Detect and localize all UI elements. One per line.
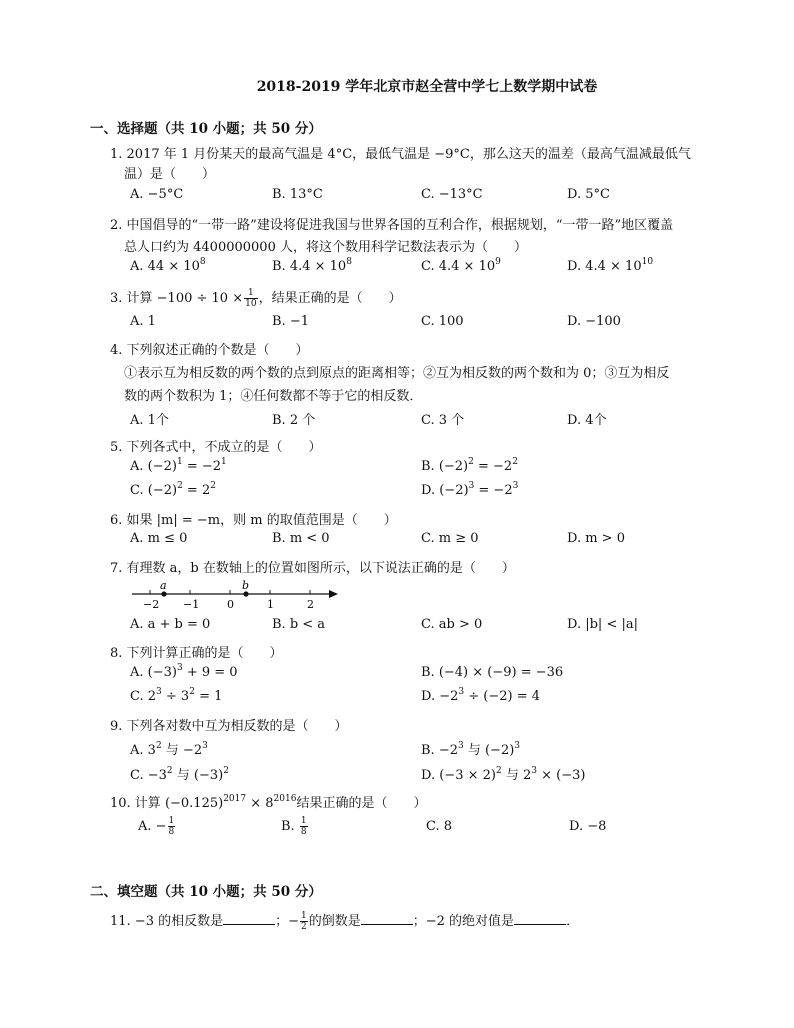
fraction-one-tenth: $\frac{1}{10}$ — [245, 288, 257, 309]
label-b: b — [242, 580, 250, 592]
fraction-one-half: $\frac{1}{2}$ — [301, 911, 307, 932]
q2-option-a: A. $44 \times 10^8$ — [130, 257, 206, 274]
q8-option-d: D. $-2^3 \div (-2) = 4$ — [421, 687, 541, 704]
question-6: 6. 如果 |m| = −m，则 m 的取值范围是（ ） — [110, 513, 397, 528]
q2-option-c: C. $4.4 \times 10^9$ — [421, 257, 501, 274]
q9-option-c: C. $-3^2$ 与 $(-3)^2$ — [130, 766, 229, 783]
question-4-line1: 4. 下列叙述正确的个数是（ ） — [110, 343, 309, 358]
q1-option-a: A. −5°C — [130, 187, 184, 202]
q8-option-c: C. $2^3 \div 3^2 = 1$ — [130, 687, 223, 704]
label-a: a — [160, 580, 167, 592]
tick-label-1: 1 — [267, 598, 274, 611]
q4-option-d: D. 4个 — [567, 413, 607, 428]
q7-option-b: B. b < a — [272, 617, 326, 632]
question-1-line1: 1. 2017 年 1 月份某天的最高气温是 4°C，最低气温是 −9°C，那么这天的温差（最高气温减最低气 — [110, 147, 691, 162]
q1-option-b: B. 13°C — [272, 187, 323, 202]
q2-option-d: D. $4.4 \times 10^{10}$ — [567, 257, 654, 274]
page-title: 2018-2019 学年北京市赵全营中学七上数学期中试卷 — [256, 79, 598, 95]
q6-option-a: A. m ≤ 0 — [130, 531, 188, 546]
q5-option-d: D. $(-2)^3 = -2^3$ — [421, 481, 519, 498]
section-fill-heading: 二、填空题（共 10 小题；共 50 分） — [90, 884, 322, 900]
q3-option-a: A. 1 — [130, 314, 156, 329]
q5-option-a: A. $(-2)^1 = -2^1$ — [130, 457, 227, 474]
q1-option-d: D. 5°C — [567, 187, 610, 202]
question-2-line1: 2. 中国倡导的“一带一路”建设将促进我国与世界各国的互利合作，根据规划，“一带一路”地区覆盖 — [110, 218, 674, 233]
tick-label-neg2: −2 — [143, 598, 160, 611]
fraction-one-eighth: $\frac{1}{8}$ — [300, 816, 307, 837]
tick-label-neg1: −1 — [183, 598, 200, 611]
q3-option-c: C. 100 — [421, 314, 464, 329]
q5-option-c: C. $(-2)^2 = 2^2$ — [130, 481, 216, 498]
question-4-line2: ①表示互为相反数的两个数的点到原点的距离相等；②互为相反数的两个数和为 0；③互为相反 — [124, 366, 670, 381]
fraction-one-eighth: $\frac{1}{8}$ — [168, 816, 175, 837]
number-line-arrow — [329, 590, 338, 598]
question-5-line1: 5. 下列各式中，不成立的是（ ） — [110, 440, 322, 455]
q8-option-a: A. $(-3)^3 + 9 = 0$ — [130, 663, 238, 680]
q10-option-a: A. − $\frac{1}{8}$ — [138, 816, 175, 837]
point-a — [161, 591, 166, 596]
question-3: 3. 计算 −100 ÷ 10 × $\frac{1}{10}$ ，结果正确的是（ ） — [110, 288, 402, 309]
q3-option-d: D. −100 — [567, 314, 621, 329]
answer-blank[interactable] — [361, 912, 413, 925]
q10-option-d: D. −8 — [569, 819, 607, 834]
q5-option-b: B. $(-2)^2 = -2^2$ — [421, 457, 518, 474]
q7-option-c: C. ab > 0 — [421, 617, 483, 632]
q9-option-a: A. $3^2$ 与 $-2^3$ — [130, 741, 208, 758]
question-8: 8. 下列计算正确的是（ ） — [110, 646, 283, 661]
q2-option-b: B. $4.4 \times 10^8$ — [272, 257, 352, 274]
q9-option-d: D. $(-3 \times 2)^2$ 与 $2^3 \times (-3)$ — [421, 766, 586, 783]
q7-option-a: A. a + b = 0 — [130, 617, 211, 632]
answer-blank[interactable] — [223, 912, 275, 925]
question-9: 9. 下列各对数中互为相反数的是（ ） — [110, 719, 348, 734]
q1-option-c: C. −13°C — [421, 187, 483, 202]
q3-option-b: B. −1 — [272, 314, 309, 329]
q8-option-b: B. (−4) × (−9) = −36 — [421, 665, 564, 680]
point-b — [243, 591, 248, 596]
tick-label-0: 0 — [227, 598, 234, 611]
q10-option-b: B. $\frac{1}{8}$ — [281, 816, 307, 837]
tick-label-2: 2 — [307, 598, 314, 611]
question-4-line3: 数的两个数积为 1；④任何数都不等于它的相反数． — [124, 389, 423, 404]
q6-option-d: D. m > 0 — [567, 531, 625, 546]
question-1-line2: 温）是（ ） — [124, 167, 216, 182]
number-line-figure — [128, 580, 348, 612]
question-11: 11. −3 的相反数是 ；− $\frac{1}{2}$ 的倒数是 ；−2 的绝对值是 ． — [110, 911, 580, 932]
question-2-line2: 总人口约为 4400000000 人，将这个数用科学记数法表示为（ ） — [124, 240, 527, 255]
q10-option-c: C. 8 — [426, 819, 453, 834]
question-10: 10. 计算 $(-0.125)^{2017} \times 8^{2016}$结果正确的是（ ） — [110, 794, 427, 811]
q4-option-a: A. 1个 — [130, 413, 169, 428]
q4-option-b: B. 2 个 — [272, 413, 316, 428]
answer-blank[interactable] — [514, 912, 566, 925]
question-7: 7. 有理数 a，b 在数轴上的位置如图所示，以下说法正确的是（ ） — [110, 561, 515, 576]
section-choice-heading: 一、选择题（共 10 小题；共 50 分） — [90, 121, 322, 137]
q6-option-b: B. m < 0 — [272, 531, 330, 546]
q4-option-c: C. 3 个 — [421, 413, 465, 428]
q6-option-c: C. m ≥ 0 — [421, 531, 479, 546]
q9-option-b: B. $-2^3$ 与 $(-2)^3$ — [421, 741, 521, 758]
q7-option-d: D. |b| < |a| — [567, 617, 638, 632]
